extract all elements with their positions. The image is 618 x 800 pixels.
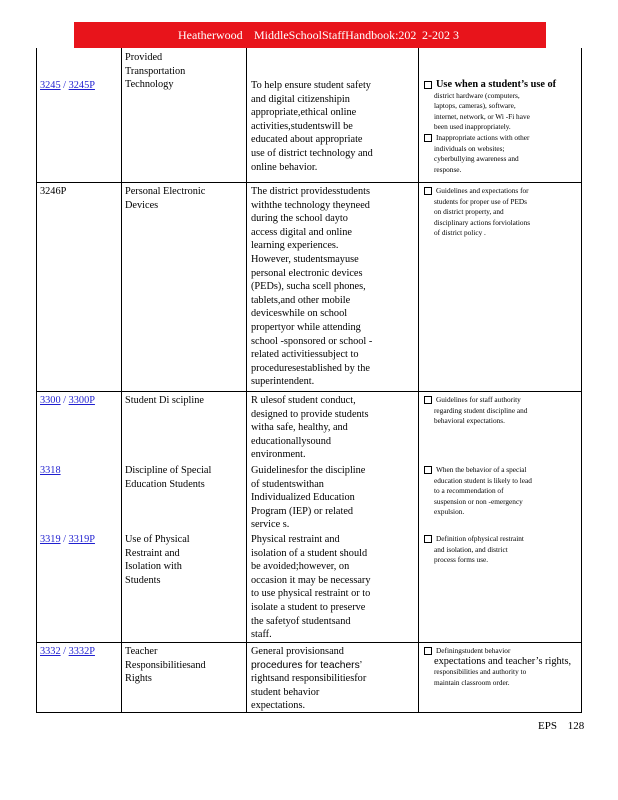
page-header [74, 22, 546, 48]
footer-label: EPS [538, 720, 557, 732]
row-notes: Guidelines for staff authority regarding student discipline and behavioral expectations. [424, 395, 527, 427]
checkbox-icon [424, 466, 432, 474]
code-separator: / [63, 534, 67, 545]
row-description: Physical restraint and isolation of a student should be avoided;however, on occasion it may be necessary to use physical restraint or to isolate a student to preserve the safetyof studentsand staff. [251, 534, 371, 641]
code-separator: / [63, 80, 67, 91]
row-codes [40, 394, 95, 408]
header-title: MiddleSchoolStaffHandbook:202 [254, 28, 417, 42]
row-description: General provisionsand procedures for teachers’ rightsand responsibilitiesfor student behavior expectations. [251, 646, 367, 712]
row-notes: When the behavior of a special education student is likely to lead to a recommendation of suspension or non -emergency expulsion. [424, 465, 532, 518]
policy-link[interactable]: 3332 [40, 646, 61, 657]
policy-link[interactable]: 3332P [68, 646, 95, 657]
row-codes [40, 185, 66, 199]
row-description: Guidelinesfor the discipline of studentswithan Individualized Education Program (IEP) or related service s. [251, 465, 366, 531]
row-notes: Definition ofphysical restraint and isolation, and district process forms use. [424, 534, 524, 566]
row-topic: Use of Physical Restraint and Isolation with Students [125, 534, 190, 586]
row-codes [40, 79, 95, 93]
row-notes: Guidelines and expectations for students for proper use of PEDs on district property, and disciplinary actions forviolations of district policy . [424, 186, 530, 239]
checkbox-icon [424, 134, 432, 142]
policy-link[interactable]: 3300P [68, 395, 95, 406]
row-topic: Discipline of Special Education Students [125, 465, 212, 490]
code-separator: / [63, 395, 67, 406]
row-description: R ulesof student conduct, designed to provide students witha safe, healthy, and educationallysound environment. [251, 395, 369, 461]
row-notes: Definingstudent behavior expectations and teacher’s rights, responsibilities and authority to maintain classroom order. [424, 646, 571, 688]
page-footer [538, 720, 584, 732]
row-topic: Personal Electronic Devices [125, 186, 206, 211]
policy-link[interactable]: 3319P [68, 534, 95, 545]
policy-link[interactable]: 3319 [40, 534, 61, 545]
policy-link[interactable]: 3318 [40, 465, 61, 476]
row-codes [40, 464, 61, 478]
row-notes: Use when a student’s use of district hardware (computers, laptops, cameras), software, internet, network, or Wi -Fi have been used inappropriately. Inappropriate actions with other individuals on websites; cyberbullying awareness and response. [424, 80, 556, 175]
code-separator: / [63, 646, 67, 657]
policy-link[interactable]: 3245 [40, 80, 61, 91]
row-description: To help ensure student safety and digital citizenshipin appropriate,ethical online activities,studentswill be educated about appropriate use of district technology and online behavior. [251, 80, 373, 173]
row-topic: Teacher Responsibilitiesand Rights [125, 646, 206, 685]
policy-link[interactable]: 3300 [40, 395, 61, 406]
row-topic: Provided Transportation Technology [125, 52, 186, 91]
row-codes [40, 645, 95, 659]
checkbox-icon [424, 187, 432, 195]
checkbox-icon [424, 647, 432, 655]
header-school: Heatherwood [178, 28, 243, 42]
row-topic: Student Di scipline [125, 395, 204, 406]
policy-link[interactable]: 3245P [68, 80, 95, 91]
row-description: The district providesstudents withthe technology theyneed during the school dayto access digital and online learning experiences. However, studentsmayuse personal electronic devices (PEDs), sucha scell phones, tablets,and other mobile deviceswhile on school propertyor while attending school -sponsored or school - related activitiessubject to proceduresestablished by the superintendent. [251, 186, 373, 388]
row-codes [40, 533, 95, 547]
checkbox-icon [424, 81, 432, 89]
checkbox-icon [424, 396, 432, 404]
checkbox-icon [424, 535, 432, 543]
policy-code: 3246P [40, 186, 67, 197]
page-number: 128 [567, 720, 585, 732]
header-years: 2-202 3 [422, 28, 459, 42]
